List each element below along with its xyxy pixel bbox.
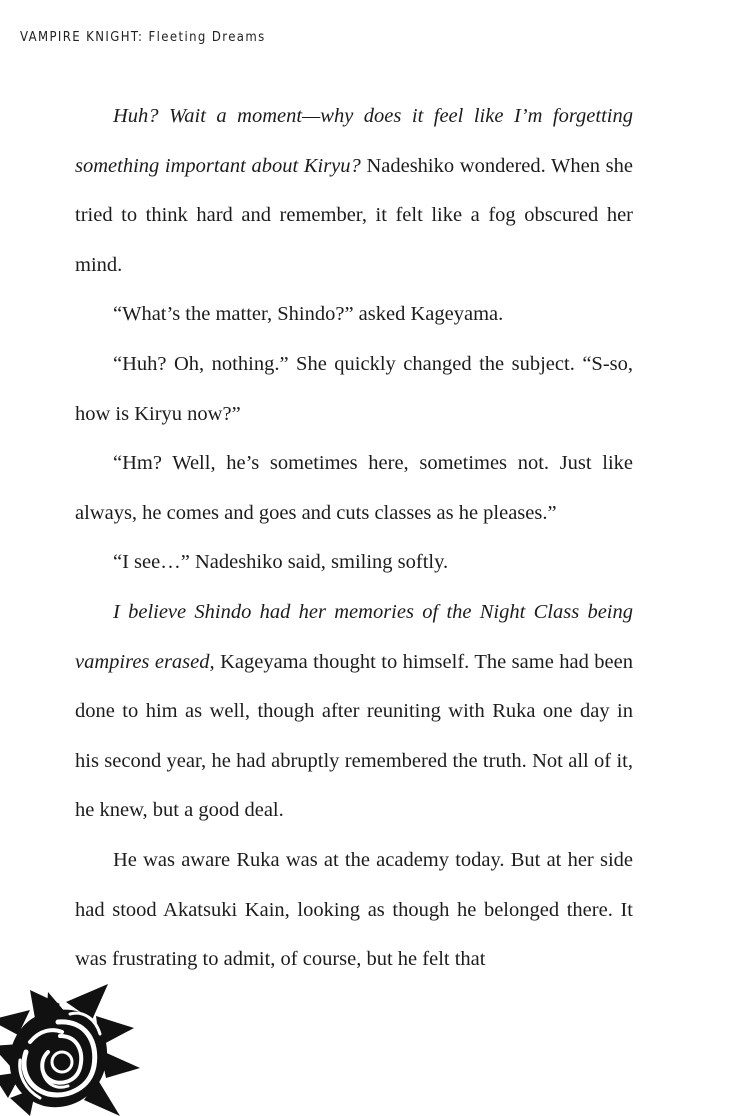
paragraph-7: He was aware Ruka was at the academy today. But at her side had stood Akatsuki Kain, looking as though he belonged there. It was frustrating to admit, of course, but he felt that	[75, 848, 633, 971]
running-header	[20, 30, 266, 45]
header-subtitle: Fleeting Dreams	[148, 30, 266, 45]
header-separator: :	[138, 30, 149, 45]
rose-ornament-icon	[0, 980, 140, 1116]
paragraph-1	[75, 92, 633, 290]
paragraph-1-text: Nadeshiko wondered. When she tried to think hard and remember, it felt like a fog obscured her mind.	[75, 154, 633, 276]
paragraph-6-italic: I believe Shindo had her memories of the Night Class being vampires erased,	[75, 600, 633, 673]
header-series-title: VAMPIRE KNIGHT	[20, 30, 139, 45]
paragraph-1-italic: Huh? Wait a moment—why does it feel like I’m forgetting something important about Kiryu?	[75, 105, 633, 177]
paragraph-3: “Huh? Oh, nothing.” She quickly changed the subject. “S-so, how is Kiryu now?”	[75, 352, 633, 425]
paragraph-6	[75, 588, 633, 836]
paragraph-4: “Hm? Well, he’s sometimes here, sometimes not. Just like always, he comes and goes and cuts classes as he pleases.”	[75, 452, 633, 524]
paragraph-6-text: Kageyama thought to himself. The same had been done to him as well, though after reuniting with Ruka one day in his second year, he had abruptly remembered the truth. Not all of it, he knew, but a good deal.	[75, 650, 634, 822]
paragraph-5: “I see…” Nadeshiko said, smiling softly.	[113, 551, 449, 574]
paragraph-2: “What’s the matter, Shindo?” asked Kageyama.	[113, 303, 504, 326]
body-text	[75, 92, 633, 985]
